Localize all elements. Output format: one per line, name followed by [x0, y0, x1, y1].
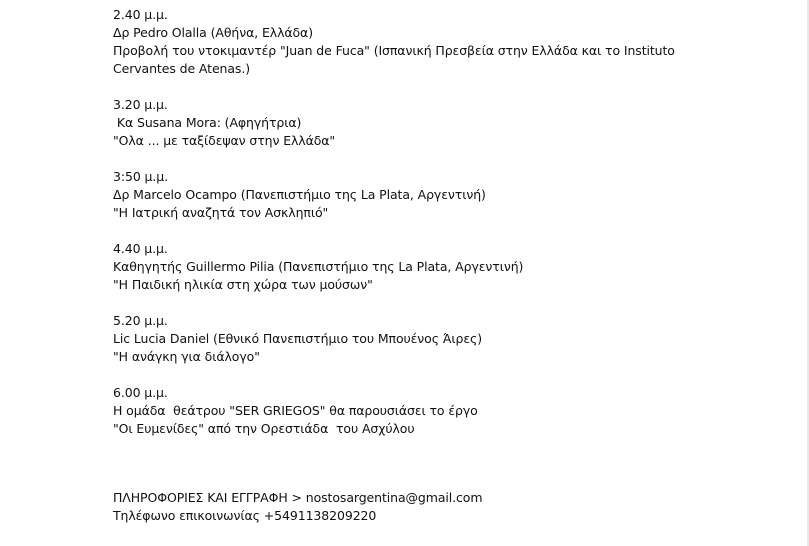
program-entry — [113, 384, 793, 438]
entry-time: 4.40 μ.μ. — [113, 241, 168, 256]
program-schedule — [113, 6, 793, 438]
entry-speaker: Δρ Marcelo Ocampo (Πανεπιστήμιο της La Plata, Αργεντινή) — [113, 187, 486, 202]
entry-speaker: Δρ Pedro Olalla (Αθήνα, Ελλάδα) — [113, 25, 313, 40]
program-entry — [113, 6, 793, 78]
program-entry — [113, 168, 793, 222]
paragraph-gap — [113, 366, 793, 384]
paragraph-gap — [113, 294, 793, 312]
entry-time: 6.00 μ.μ. — [113, 385, 168, 400]
paragraph-gap — [113, 78, 793, 96]
entry-title: "Η Ιατρική αναζητά τον Ασκληπιό" — [113, 205, 329, 220]
entry-time: 5.20 μ.μ. — [113, 313, 168, 328]
entry-title: "Οι Ευμενίδες" από την Ορεστιάδα του Ασχύλου — [113, 421, 415, 436]
program-entry — [113, 312, 793, 366]
entry-time: 3.20 μ.μ. — [113, 97, 168, 112]
entry-title: Προβολή του ντοκιμαντέρ "Juan de Fuca" (Ισπανική Πρεσβεία στην Ελλάδα και το Instituto — [113, 43, 675, 58]
entry-speaker: Κα Susana Mora: (Αφηγήτρια) — [113, 115, 302, 130]
entry-speaker: Lic Lucia Daniel (Εθνικό Πανεπιστήμιο του Μπουένος Άιρες) — [113, 331, 483, 346]
entry-title: "Η ανάγκη για διάλογο" — [113, 349, 260, 364]
contact-phone: Τηλέφωνο επικοινωνίας +5491138209220 — [113, 508, 377, 523]
contact-footer — [113, 489, 793, 525]
entry-title-continued: Cervantes de Atenas.) — [113, 61, 250, 76]
program-entry — [113, 240, 793, 294]
paragraph-gap — [113, 150, 793, 168]
entry-title: "Ολα ... με ταξίδεψαν στην Ελλάδα" — [113, 133, 336, 148]
registration-info: ΠΛΗΡΟΦΟΡΙΕΣ ΚΑΙ ΕΓΓΡΑΦΗ > nostosargentina@gmail.com — [113, 490, 483, 505]
entry-time: 2.40 μ.μ. — [113, 7, 168, 22]
entry-speaker: Η ομάδα θεάτρου "SER GRIEGOS" θα παρουσιάσει το έργο — [113, 403, 478, 418]
entry-title: "Η Παιδική ηλικία στη χώρα των μούσων" — [113, 277, 373, 292]
entry-time: 3:50 μ.μ. — [113, 169, 168, 184]
program-entry — [113, 96, 793, 150]
paragraph-gap — [113, 222, 793, 240]
entry-speaker: Καθηγητής Guillermo Pilia (Πανεπιστήμιο της La Plata, Αργεντινή) — [113, 259, 524, 274]
